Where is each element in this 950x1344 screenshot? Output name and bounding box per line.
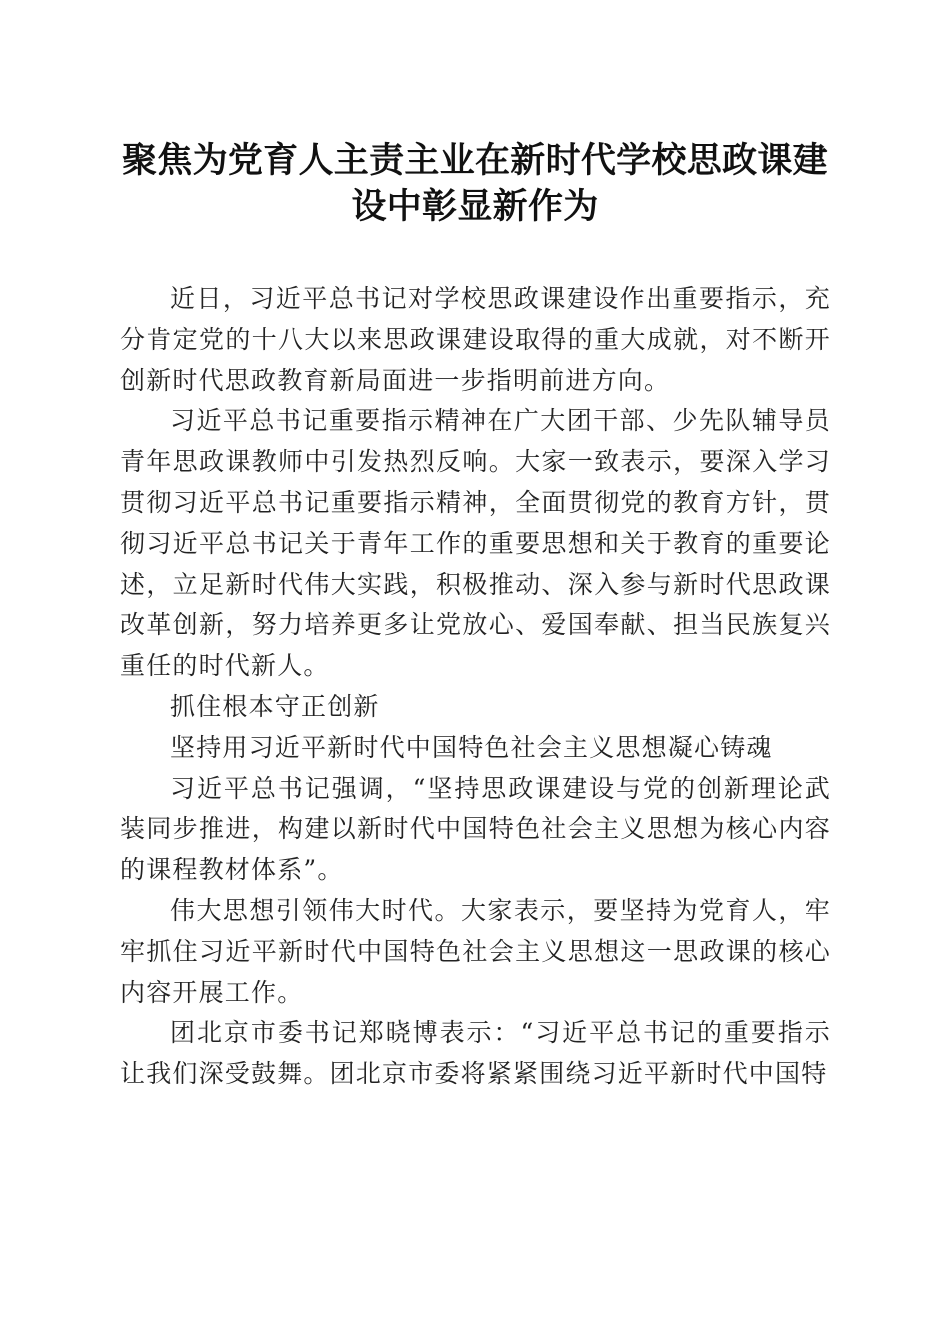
- document-title: 聚焦为党育人主责主业在新时代学校思政课建设中彰显新作为: [121, 140, 828, 227]
- document-body: [120, 279, 831, 1095]
- paragraph-intro: 近日，习近平总书记对学校思政课建设作出重要指示，充分肯定党的十八大以来思政课建设取得的重大成就，对不断开创新时代思政教育新局面进一步指明前进方向。: [120, 284, 831, 395]
- section-heading: 抓住根本守正创新: [170, 691, 380, 721]
- paragraph-quote: 习近平总书记强调，“坚持思政课建设与党的创新理论武装同步推进，构建以新时代中国特色社会主义思想为核心内容的课程教材体系”。: [120, 773, 831, 885]
- paragraph-great-thought: 伟大思想引领伟大时代。大家表示，要坚持为党育人，牢牢抓住习近平新时代中国特色社会主义思想这一思政课的核心内容开展工作。: [120, 895, 831, 1007]
- section-subheading: 坚持用习近平新时代中国特色社会主义思想凝心铸魂: [170, 732, 773, 762]
- paragraph-beijing: 团北京市委书记郑晓博表示：“习近平总书记的重要指示让我们深受鼓舞。团北京市委将紧紧围绕习近平新时代中国特: [120, 1018, 831, 1089]
- paragraph-reaction: 习近平总书记重要指示精神在广大团干部、少先队辅导员青年思政课教师中引发热烈反响。大家一致表示，要深入学习贯彻习近平总书记重要指示精神，全面贯彻党的教育方针，贯彻习近平总书记关于青年工作的重要思想和关于教育的重要论述，立足新时代伟大实践，积极推动、深入参与新时代思政课改革创新，努力培养更多让党放心、爱国奉献、担当民族复兴重任的时代新人。: [120, 406, 831, 681]
